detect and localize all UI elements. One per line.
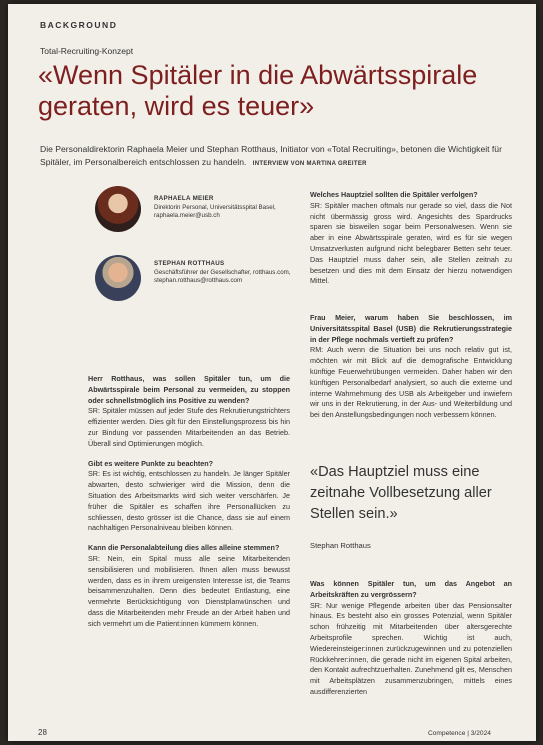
left-column: [88, 374, 290, 630]
qa-block: [88, 459, 290, 535]
person-card-rotthaus: [154, 260, 314, 286]
question: Was können Spitäler tun, um das Angebot an Arbeitskräften zu vergrössern?: [310, 579, 512, 599]
qa-block: [310, 313, 512, 421]
answer: RM: Auch wenn die Situation bei uns noch relativ gut ist, möchten wir mit Blick auf die demografische Entwicklung künftige Feuerwehrübungen vermeiden. Daher haben wir den künftigen Personalbedarf analysiert, so auch die externe und interne Wahrnehmung des USB als Arbeitgeber und inwiefern wir uns in der Rekrutierung, in der Aus- und Weiterbildung und bei den Anstellungsbedingungen noch verbessern können.: [310, 345, 512, 420]
person-role: Geschäftsführer der Gesellschafter, rotthaus.com,: [154, 268, 291, 276]
portrait-stephan-rotthaus: [95, 255, 141, 301]
answer: SR: Spitäler müssen auf jeder Stufe des Rekrutierungstrichters effizienter werden. Dies gilt für den Einstellungsprozess bis hin zur Bindung vor passenden Mitarbeitenden an das Betrieb. Überall sind Optimierungen möglich.: [88, 406, 290, 448]
pull-quote-author: Stephan Rotthaus: [310, 541, 371, 550]
page-number: 28: [38, 728, 47, 737]
right-column-top: [310, 190, 512, 287]
section-label: BACKGROUND: [40, 20, 118, 30]
portrait-raphaela-meier: [95, 186, 141, 232]
magazine-issue: Competence | 3/2024: [428, 730, 491, 737]
answer: SR: Nein, ein Spital muss alle seine Mitarbeitenden sensibilisieren und mobilisieren. Ihnen allen muss bewusst werden, dass es in ihrem ureigensten Interesse ist, die Teams beisammenzuhalten. Denn dies bedeutet Entlastung, eine vermehrte Berücksichtigung von Dienstplanwünschen und dass die Mitarbeitenden mehr Freude an der Arbeit haben und sich vermehrt um die Patient:innen kümmern können.: [88, 553, 290, 628]
lead-paragraph: [40, 143, 520, 170]
answer: SR: Es ist wichtig, entschlossen zu handeln. Je länger Spitäler abwarten, desto schwieriger wird die Mission, denn die Situation des Arbeitsmarkts wird sich weiter verschärfen. Je früher die Spitäler es schaffen ihre Personallücken zu schliessen, desto grösser ist die Chance, dass sie auf einem nachhaltigen Personalniveau bleiben können.: [88, 469, 290, 533]
question: Welches Hauptziel sollten die Spitäler verfolgen?: [310, 190, 478, 199]
qa-block: [310, 579, 512, 698]
qa-block: [88, 543, 290, 629]
answer: SR: Nur wenige Pflegende arbeiten über das Pensionsalter hinaus. Es besteht also ein grosses Potenzial, wenn Spitäler schon frühzeitig mit Mitarbeitenden über altersgerechte Arbeitsprofile sprechen. Wichtig ist auch, Wiedereinsteiger:innen zurückzugewinnen und zu potenziellen Rückkehrer:innen, die gerade nicht im eigenen Spital arbeiten, den Kontakt aufrechtzuerhalten. Zunehmend gilt es, Menschen mit Arbeitsplätzen zusammenzubringen, mittels eines ausdifferenzierten: [310, 600, 512, 696]
article-title: «Wenn Spitäler in die Abwärtsspirale geraten, wird es teuer»: [38, 60, 478, 121]
magazine-page: [8, 4, 536, 741]
lead-text: Die Personaldirektorin Raphaela Meier und Stephan Rotthaus, Initiator von «Total Recruiting», betonen die Wichtigkeit für Spitäler, im Personalbereich entschlossen zu handeln.: [40, 144, 502, 167]
right-column-middle: [310, 313, 512, 421]
question: Herr Rotthaus, was sollen Spitäler tun, um die Abwärtsspirale beim Personal zu vermeiden, zu stoppen oder schnellstmöglich ins Positive zu wenden?: [88, 374, 290, 405]
right-column-bottom: [310, 579, 512, 698]
qa-block: [88, 374, 290, 450]
answer: SR: Spitäler machen oftmals nur gerade so viel, dass die Not nicht übermässig gross wird. Angesichts des Spardrucks sparen sie bisweilen sogar beim Personalwesen. Wenn sie aber in eine Abwärtsspirale geraten, wird es für sie wegen Umsatzverlusten aufgrund nicht belegbarer Betten sehr teuer. Das Hauptziel muss daher sein, alle Stellen zeitnah zu besetzen und dies mit dem Einsatz der hierzu notwendigen Mittel.: [310, 200, 512, 286]
person-card-meier: [154, 195, 314, 221]
person-email: stephan.rotthaus@rotthaus.com: [154, 277, 243, 285]
person-name: RAPHAELA MEIER: [154, 195, 214, 202]
byline: INTERVIEW VON MARTINA GREITER: [252, 160, 367, 167]
person-name: STEPHAN ROTTHAUS: [154, 260, 225, 267]
person-role: Direktorin Personal, Universitätsspital Basel, raphaela.meier@usb.ch: [154, 203, 276, 220]
pull-quote: «Das Hauptziel muss eine zeitnahe Vollbesetzung aller Stellen sein.»: [310, 464, 492, 522]
question: Kann die Personalabteilung dies alles alleine stemmen?: [88, 543, 280, 553]
question: Frau Meier, warum haben Sie beschlossen, im Universitätsspital Basel (USB) die Rekrutierungsstrategie in der Pflege nochmals vertieft zu prüfen?: [310, 313, 512, 344]
qa-block: [310, 190, 512, 287]
question: Gibt es weitere Punkte zu beachten?: [88, 458, 214, 468]
kicker: Total-Recruiting-Konzept: [40, 46, 134, 56]
